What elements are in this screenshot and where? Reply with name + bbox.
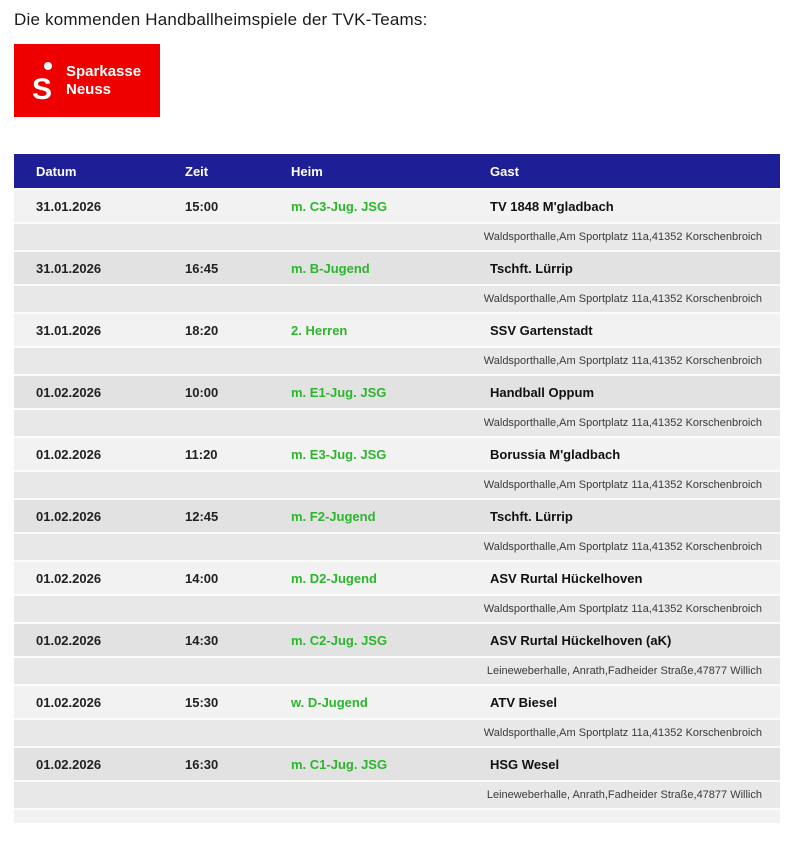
zeit-cell: 16:45	[185, 260, 219, 276]
datum-cell: 01.02.2026	[36, 694, 102, 710]
column-header-heim: Heim	[291, 163, 323, 179]
games-table	[14, 154, 780, 823]
table-row	[14, 748, 780, 782]
heim-team-link[interactable]: m. C2-Jug. JSG	[291, 632, 388, 648]
gast-cell: ATV Biesel	[490, 694, 557, 710]
column-header-gast: Gast	[490, 163, 519, 179]
gast-cell: Tschft. Lürrip	[490, 508, 573, 524]
venue-text: Waldsporthalle,Am Sportplatz 11a,41352 Korschenbroich	[483, 417, 762, 429]
venue-row	[14, 658, 780, 686]
datum-cell: 31.01.2026	[36, 322, 102, 338]
gast-cell: SSV Gartenstadt	[490, 322, 593, 338]
table-row	[14, 252, 780, 286]
heim-team-link[interactable]: m. C1-Jug. JSG	[291, 756, 388, 772]
heim-team-link[interactable]: 2. Herren	[291, 322, 348, 338]
gast-cell: ASV Rurtal Hückelhoven (aK)	[490, 632, 672, 648]
heim-team-link[interactable]: m. E1-Jug. JSG	[291, 384, 387, 400]
table-row	[14, 686, 780, 720]
zeit-cell: 18:20	[185, 322, 219, 338]
venue-text: Waldsporthalle,Am Sportplatz 11a,41352 Korschenbroich	[483, 541, 762, 553]
heim-team-link[interactable]: m. E3-Jug. JSG	[291, 446, 387, 462]
heim-team-link[interactable]: m. B-Jugend	[291, 260, 370, 276]
datum-cell: 01.02.2026	[36, 384, 102, 400]
venue-row	[14, 782, 780, 810]
datum-cell: 01.02.2026	[36, 756, 102, 772]
next-row-cutoff	[14, 810, 780, 823]
venue-text: Waldsporthalle,Am Sportplatz 11a,41352 Korschenbroich	[483, 603, 762, 615]
table-row	[14, 376, 780, 410]
venue-row	[14, 410, 780, 438]
table-row	[14, 438, 780, 472]
sparkasse-logo-text	[58, 63, 141, 99]
venue-text: Waldsporthalle,Am Sportplatz 11a,41352 Korschenbroich	[483, 355, 762, 367]
venue-row	[14, 224, 780, 252]
sparkasse-logo-line1: Sparkasse	[66, 62, 142, 80]
heim-team-link[interactable]: m. C3-Jug. JSG	[291, 198, 388, 214]
datum-cell: 01.02.2026	[36, 632, 102, 648]
table-row	[14, 314, 780, 348]
sparkasse-s-dot	[44, 62, 52, 70]
heim-team-link[interactable]: m. F2-Jugend	[291, 508, 376, 524]
venue-text: Leineweberhalle, Anrath,Fadheider Straße,47877 Willich	[486, 665, 762, 677]
venue-row	[14, 720, 780, 748]
zeit-cell: 11:20	[185, 446, 218, 462]
zeit-cell: 14:30	[185, 632, 219, 648]
venue-row	[14, 286, 780, 314]
zeit-cell: 15:30	[185, 694, 219, 710]
gast-cell: Handball Oppum	[490, 384, 594, 400]
datum-cell: 31.01.2026	[36, 198, 102, 214]
zeit-cell: 12:45	[185, 508, 219, 524]
table-row	[14, 500, 780, 534]
sparkasse-logo-line2: Neuss	[66, 80, 112, 98]
datum-cell: 31.01.2026	[36, 260, 102, 276]
zeit-cell: 16:30	[185, 756, 219, 772]
venue-row	[14, 348, 780, 376]
table-row	[14, 562, 780, 596]
venue-row	[14, 534, 780, 562]
column-header-zeit: Zeit	[185, 163, 209, 179]
table-row	[14, 190, 780, 224]
sparkasse-s-letter: S	[32, 72, 53, 106]
venue-text: Leineweberhalle, Anrath,Fadheider Straße,47877 Willich	[486, 789, 762, 801]
zeit-cell: 15:00	[185, 198, 219, 214]
datum-cell: 01.02.2026	[36, 446, 102, 462]
venue-text: Waldsporthalle,Am Sportplatz 11a,41352 Korschenbroich	[483, 727, 762, 739]
table-row	[14, 624, 780, 658]
sparkasse-s-icon	[32, 61, 58, 106]
sparkasse-logo[interactable]	[14, 44, 160, 117]
page-title: Die kommenden Handballheimspiele der TVK-Teams:	[14, 10, 428, 29]
venue-row	[14, 472, 780, 500]
gast-cell: ASV Rurtal Hückelhoven	[490, 570, 643, 586]
venue-text: Waldsporthalle,Am Sportplatz 11a,41352 Korschenbroich	[483, 479, 762, 491]
datum-cell: 01.02.2026	[36, 508, 102, 524]
heim-team-link[interactable]: w. D-Jugend	[291, 694, 368, 710]
gast-cell: Tschft. Lürrip	[490, 260, 573, 276]
venue-text: Waldsporthalle,Am Sportplatz 11a,41352 Korschenbroich	[483, 231, 762, 243]
gast-cell: HSG Wesel	[490, 756, 560, 772]
zeit-cell: 10:00	[185, 384, 219, 400]
datum-cell: 01.02.2026	[36, 570, 102, 586]
gast-cell: Borussia M'gladbach	[490, 446, 621, 462]
venue-text: Waldsporthalle,Am Sportplatz 11a,41352 Korschenbroich	[483, 293, 762, 305]
zeit-cell: 14:00	[185, 570, 219, 586]
venue-row	[14, 596, 780, 624]
heim-team-link[interactable]: m. D2-Jugend	[291, 570, 377, 586]
table-header-row	[14, 154, 780, 190]
gast-cell: TV 1848 M'gladbach	[490, 198, 614, 214]
column-header-datum: Datum	[36, 163, 77, 179]
